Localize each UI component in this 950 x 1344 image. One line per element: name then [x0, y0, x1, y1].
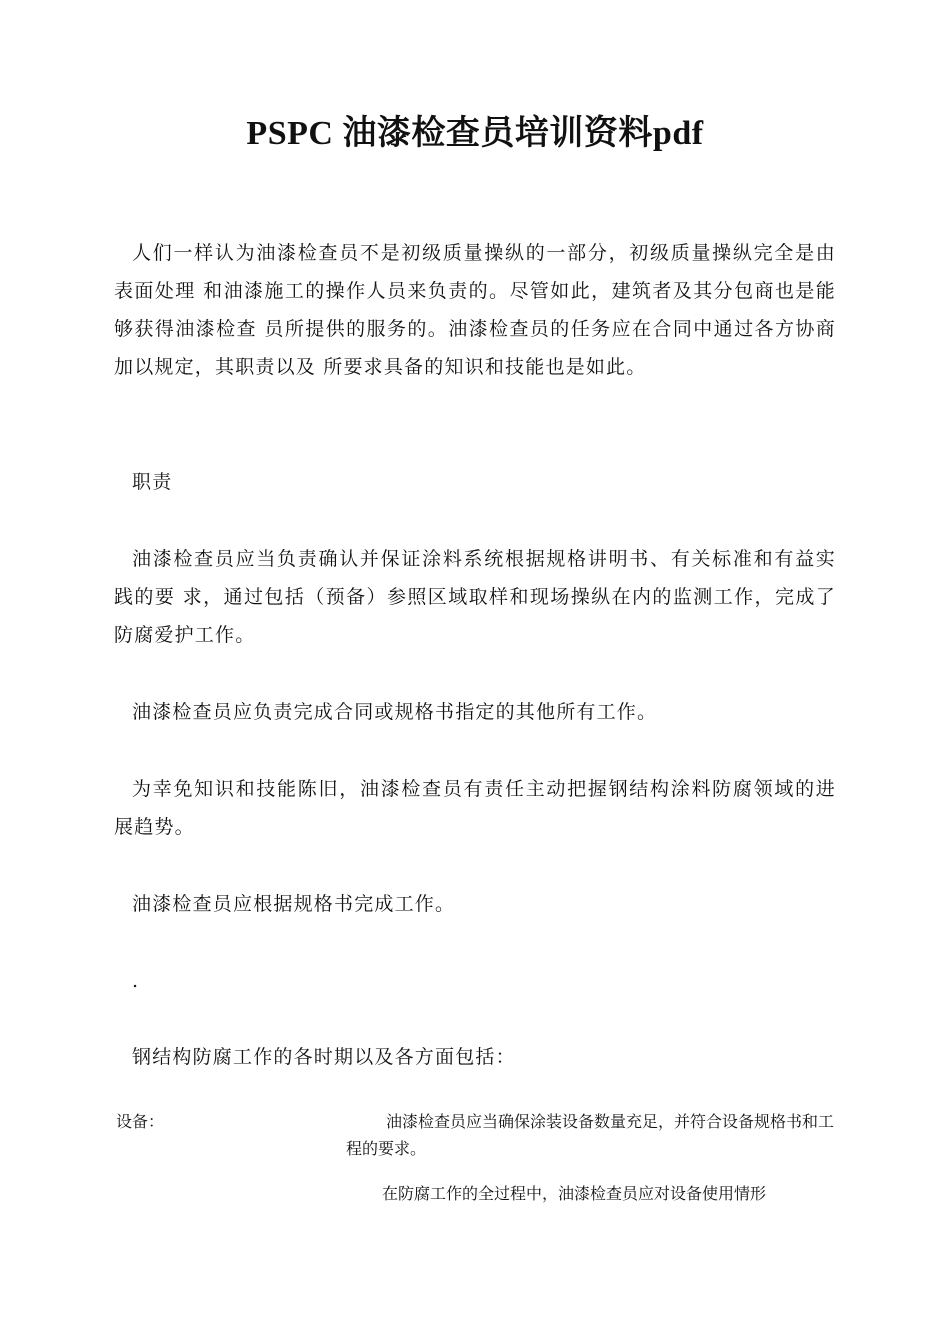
table-text-equipment-2: 在防腐工作的全过程中，油漆检查员应对设备使用情形 [382, 1184, 767, 1203]
document-title: PSPC 油漆检查员培训资料pdf [246, 115, 704, 152]
table-text-equipment-1: 油漆检查员应当确保涂装设备数量充足，并符合设备规格书和工程的要求。 [346, 1112, 835, 1158]
paragraph-duty-3: 为幸免知识和技能陈旧，油漆检查员有责任主动把握钢结构涂料防腐领域的进展趋势。 [114, 778, 836, 838]
table-label-equipment: 设备： [116, 1112, 165, 1131]
section-heading-duties: 职责 [132, 471, 173, 493]
paragraph-stages-intro: 钢结构防腐工作的各时期以及各方面包括： [132, 1046, 516, 1068]
paragraph-duty-1: 油漆检查员应当负责确认并保证涂料系统根据规格讲明书、有关标准和有益实践的要 求，通过包括（预备）参照区域取样和现场操纵在内的监测工作，完成了防腐爱护工作。 [114, 548, 836, 646]
paragraph-duty-4: 油漆检查员应根据规格书完成工作。 [132, 893, 456, 915]
paragraph-duty-2: 油漆检查员应负责完成合同或规格书指定的其他所有工作。 [132, 701, 658, 723]
paragraph-intro: 人们一样认为油漆检查员不是初级质量操纵的一部分，初级质量操纵完全是由表面处理 和油漆施工的操作人员来负责的。尽管如此，建筑者及其分包商也是能够获得油漆检查 员所提供的服务的。油漆检查员的任务应在合同中通过各方协商加以规定，其职责以及 所要求具备的知识和技能也是如此。 [114, 242, 836, 378]
paragraph-dot: . [132, 970, 140, 992]
